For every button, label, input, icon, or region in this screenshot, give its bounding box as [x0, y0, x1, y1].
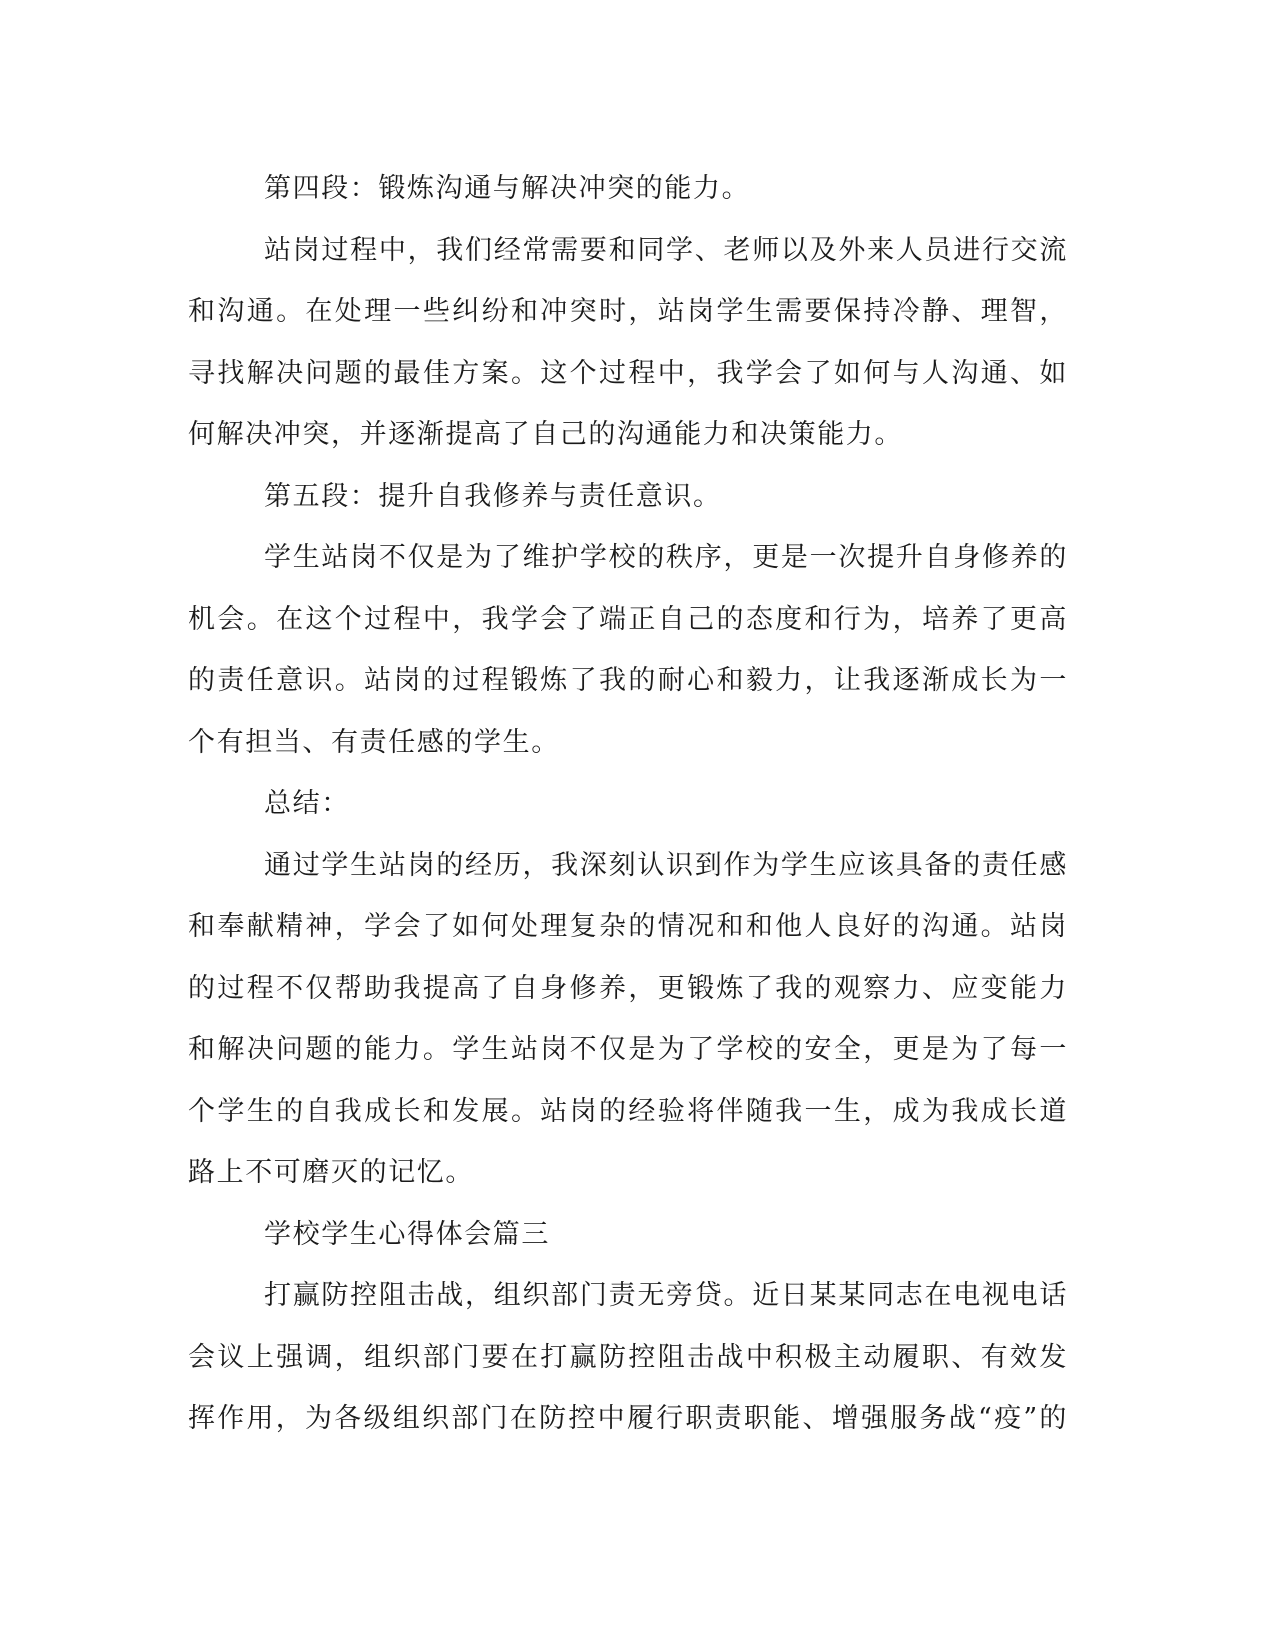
document-body: [188, 158, 1068, 1450]
text-line: 个有担当、有责任感的学生。: [188, 726, 560, 758]
text-line: 和沟通。在处理一些纠纷和冲突时，站岗学生需要保持冷静、理智，: [188, 296, 1068, 327]
text-line: 个学生的自我成长和发展。站岗的经验将伴随我一生，成为我成长道: [188, 1095, 1068, 1127]
text-line: 和奉献精神，学会了如何处理复杂的情况和和他人良好的沟通。站岗: [188, 911, 1068, 942]
text-line: 的过程不仅帮助我提高了自身修养，更锻炼了我的观察力、应变能力: [188, 972, 1068, 1004]
text-line: 机会。在这个过程中，我学会了端正自己的态度和行为，培养了更高: [188, 603, 1068, 635]
text-line: 总结：: [264, 788, 350, 819]
text-line: 第四段：锻炼沟通与解决冲突的能力。: [264, 173, 751, 204]
text-line: 通过学生站岗的经历，我深刻认识到作为学生应该具备的责任感: [264, 849, 1068, 881]
text-line: 的责任意识。站岗的过程锻炼了我的耐心和毅力，让我逐渐成长为一: [188, 665, 1068, 696]
text-line: 何解决冲突，并逐渐提高了自己的沟通能力和决策能力。: [188, 419, 903, 450]
text-line: 和解决问题的能力。学生站岗不仅是为了学校的安全，更是为了每一: [188, 1034, 1068, 1065]
text-line: 会议上强调，组织部门要在打赢防控阻击战中积极主动履职、有效发: [188, 1341, 1068, 1373]
text-line: 学校学生心得体会篇三: [264, 1218, 550, 1250]
text-line: 站岗过程中，我们经常需要和同学、老师以及外来人员进行交流: [264, 234, 1068, 266]
text-line: 挥作用，为各级组织部门在防控中履行职责职能、增强服务战“疫”的: [188, 1403, 1068, 1434]
text-line: 学生站岗不仅是为了维护学校的秩序，更是一次提升自身修养的: [264, 542, 1068, 573]
text-line: 第五段：提升自我修养与责任意识。: [264, 480, 722, 512]
text-line: 寻找解决问题的最佳方案。这个过程中，我学会了如何与人沟通、如: [188, 357, 1068, 389]
text-line: 路上不可磨灭的记忆。: [188, 1157, 474, 1188]
text-line: 打赢防控阻击战，组织部门责无旁贷。近日某某同志在电视电话: [264, 1280, 1068, 1311]
